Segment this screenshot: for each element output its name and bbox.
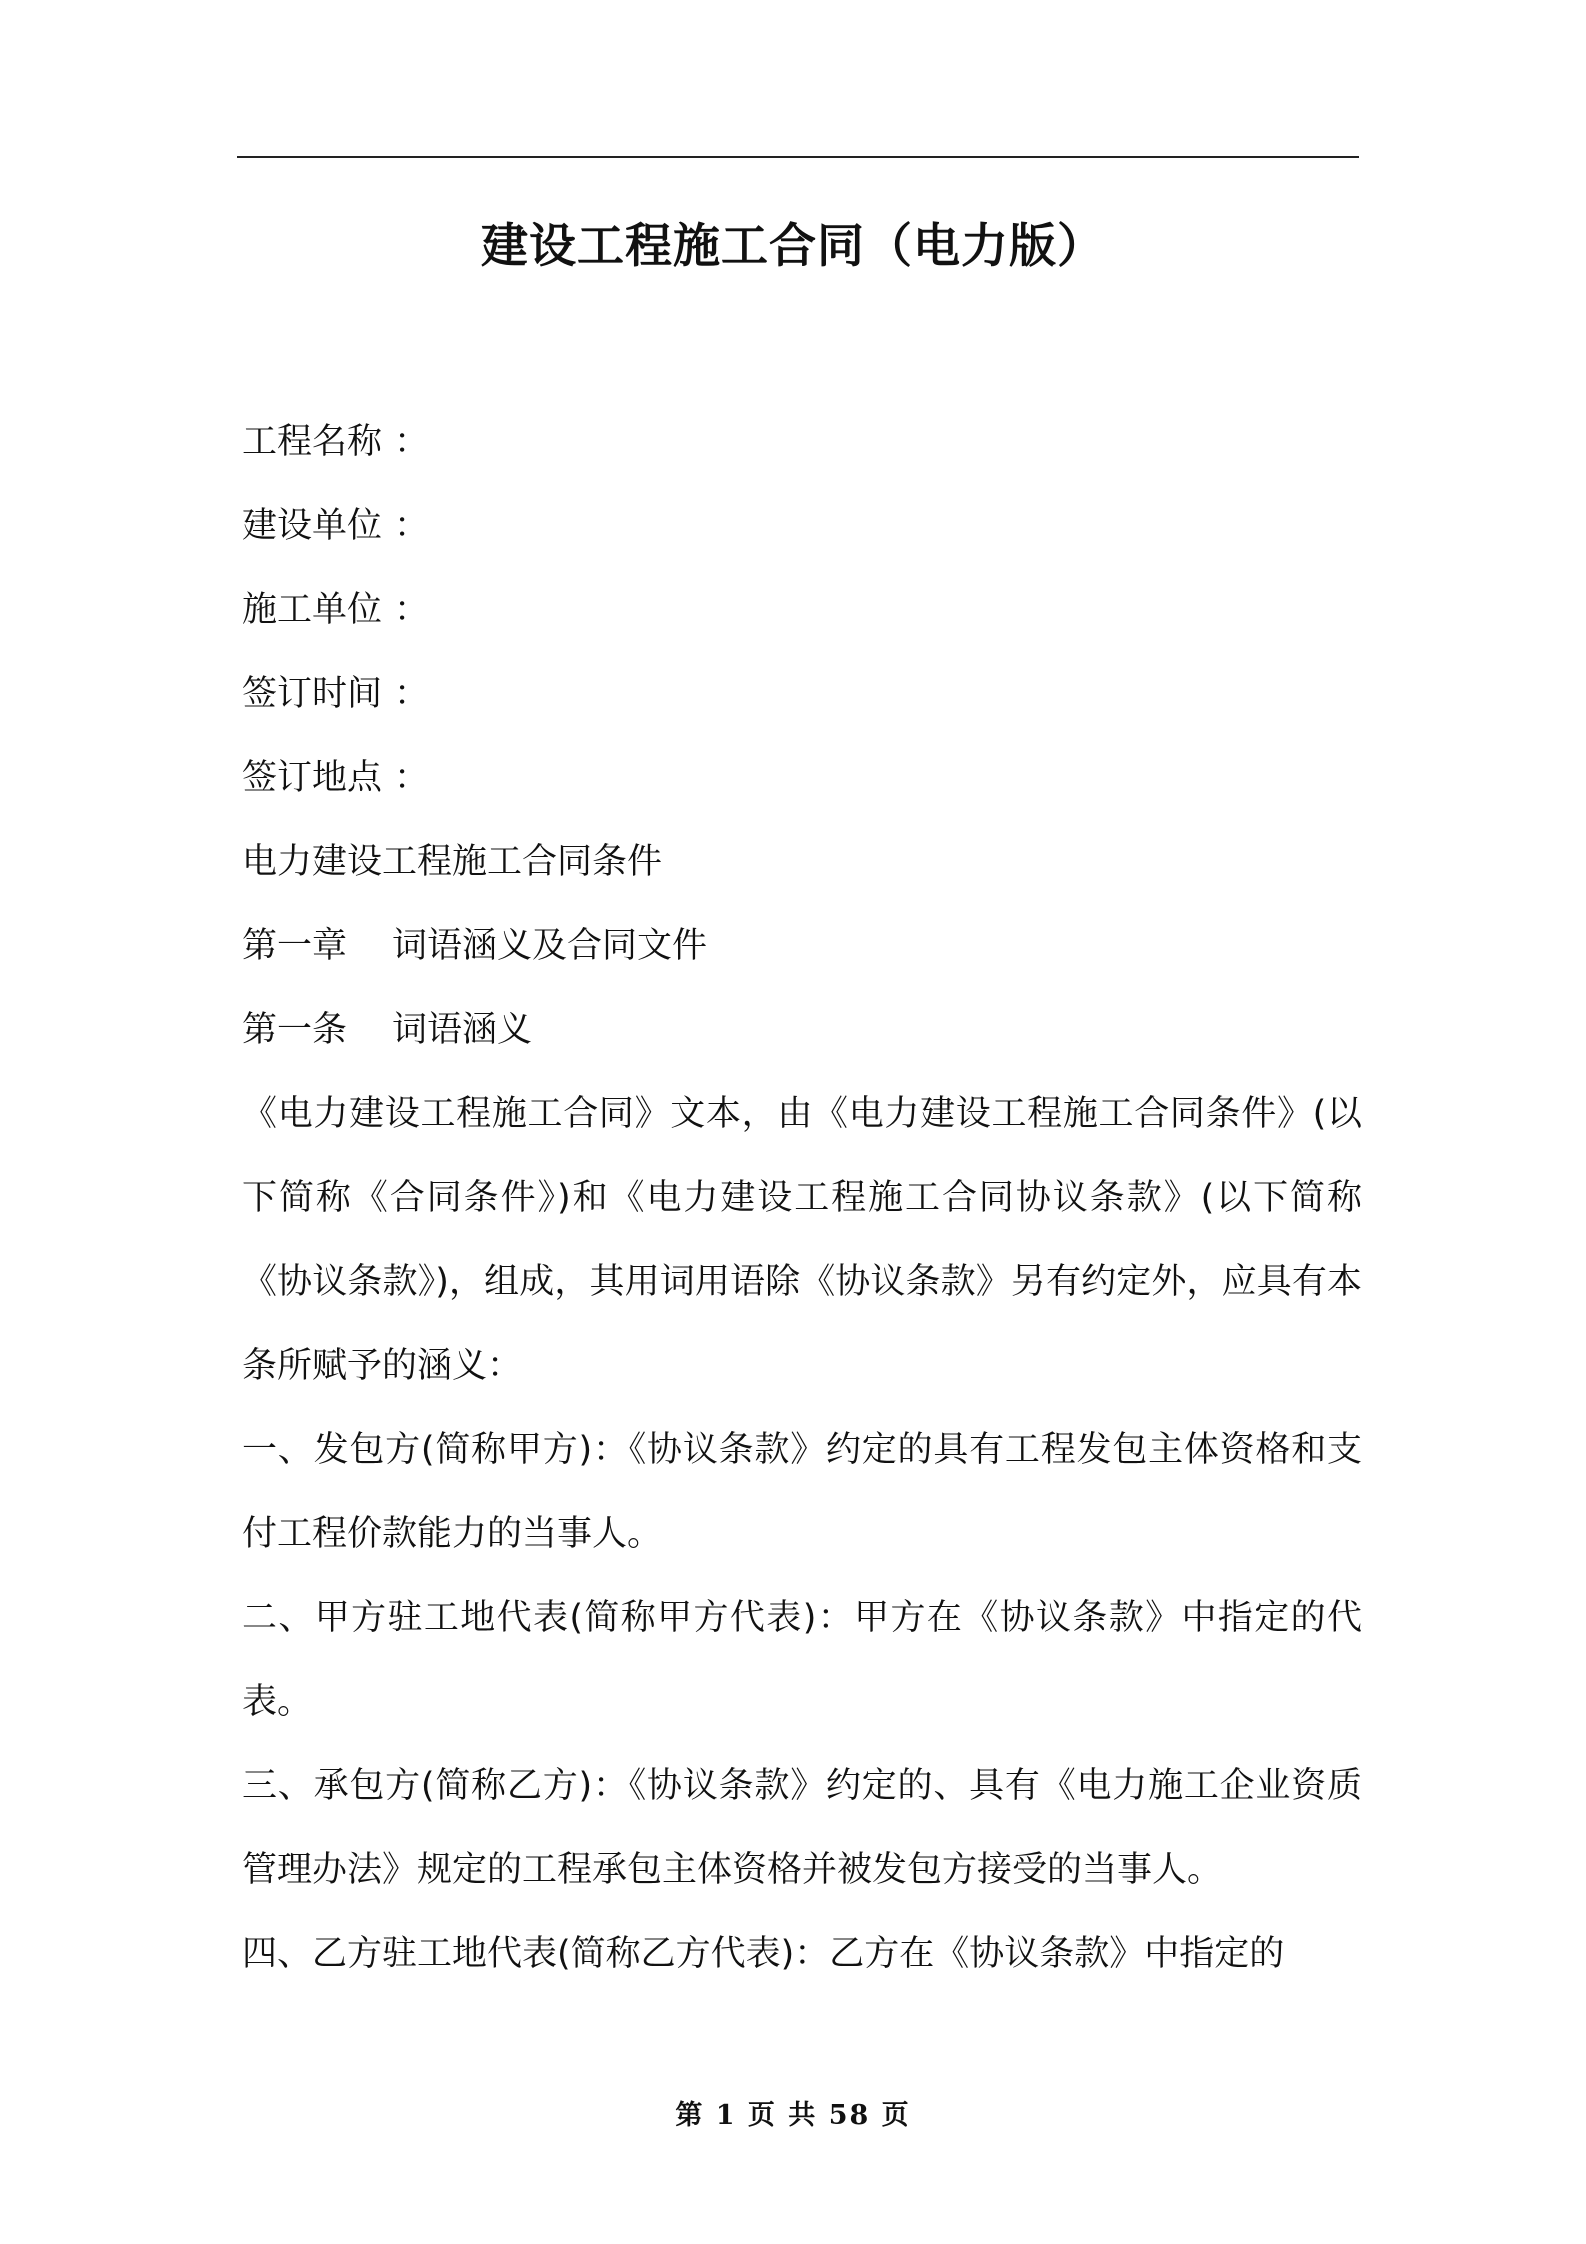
paragraph-item-3: 三、承包方(简称乙方)：《协议条款》约定的、具有《电力施工企业资质管理办法》规定的工程承包主体资格并被发包方接受的当事人。 (242, 1766, 1362, 1890)
field-value (429, 400, 1362, 484)
page-footer: 第 1 页 共 58 页 (675, 2100, 911, 2131)
field-signing-date (242, 652, 1362, 736)
field-label: 签订地点 (242, 758, 383, 798)
field-value (429, 736, 1362, 820)
field-value (429, 484, 1362, 568)
header-rule (237, 156, 1359, 158)
field-label: 工程名称 (242, 422, 383, 462)
chapter-title: 词语涵义及合同文件 (392, 926, 708, 966)
field-contractor-unit (242, 568, 1362, 652)
article-title: 词语涵义 (392, 1010, 533, 1050)
chapter-number: 第一章 (242, 926, 348, 966)
field-colon: ： (394, 506, 430, 546)
field-label: 签订时间 (242, 674, 383, 714)
field-signing-place (242, 736, 1362, 820)
field-value (429, 652, 1362, 736)
chapter-heading (242, 904, 1362, 988)
field-label: 建设单位 (242, 506, 383, 546)
field-owner-unit (242, 484, 1362, 568)
paragraph-intro: 《电力建设工程施工合同》文本，由《电力建设工程施工合同条件》(以下简称《合同条件》)和《电力建设工程施工合同协议条款》(以下简称《协议条款》)，组成，其用词用语除《协议条款》另有约定外，应具有本条所赋予的涵义： (242, 1094, 1362, 1386)
field-project-name (242, 400, 1362, 484)
field-value (429, 568, 1362, 652)
field-label: 施工单位 (242, 590, 383, 630)
field-colon: ： (394, 590, 430, 630)
field-colon: ： (394, 422, 430, 462)
paragraph-item-1: 一、发包方(简称甲方)：《协议条款》约定的具有工程发包主体资格和支付工程价款能力的当事人。 (242, 1430, 1362, 1554)
field-colon: ： (394, 758, 430, 798)
contract-fields (242, 400, 1362, 820)
paragraph-item-4: 四、乙方驻工地代表(简称乙方代表)：乙方在《协议条款》中指定的 (242, 1934, 1285, 1974)
document-title: 建设工程施工合同（电力版） (481, 219, 1105, 274)
article-heading (242, 988, 1362, 1072)
paragraph-item-2: 二、甲方驻工地代表(简称甲方代表)：甲方在《协议条款》中指定的代表。 (242, 1598, 1362, 1722)
article-number: 第一条 (242, 1010, 348, 1050)
document-body (242, 400, 1362, 1996)
conditions-title: 电力建设工程施工合同条件 (242, 842, 663, 882)
field-colon: ： (394, 674, 430, 714)
